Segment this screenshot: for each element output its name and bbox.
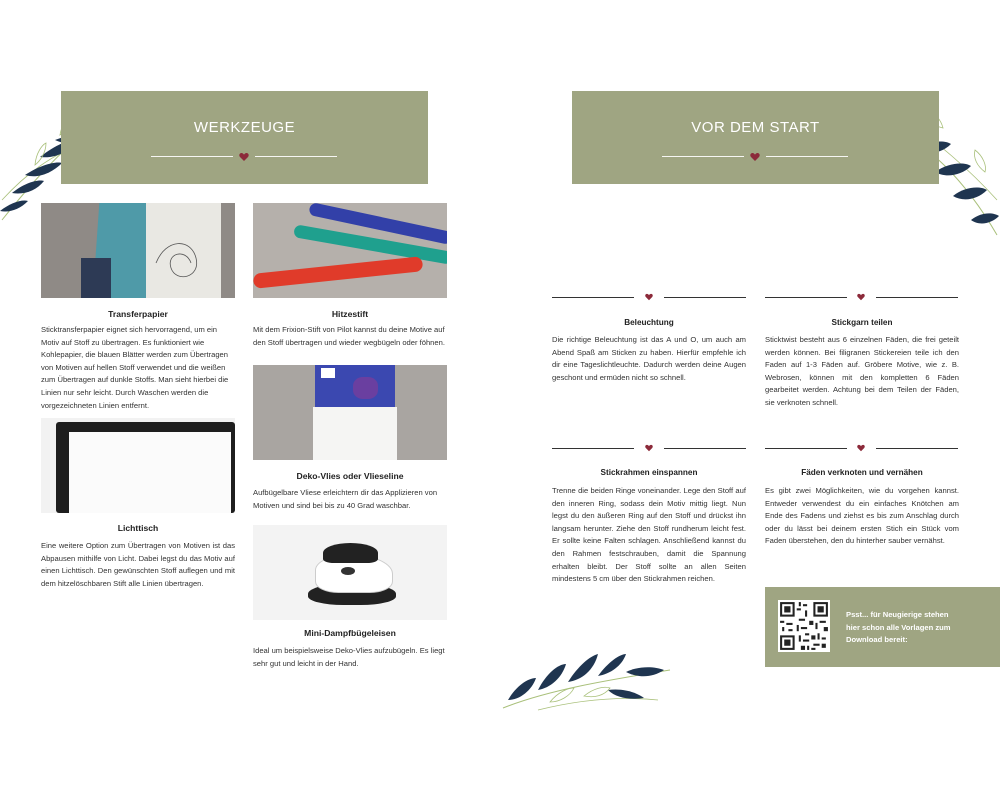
lichttisch-title: Lichttisch xyxy=(117,523,159,533)
left-banner-title: WERKZEUGE xyxy=(193,119,296,136)
right-banner xyxy=(572,91,939,184)
stickgarn-text: Sticktwist besteht aus 6 einzelnen Fäden, die frei geteilt werden können. Bei filigranen Stickereien teile ich den Faden auf 1-3 Fäden auf. Gröbere Motive, wie z. B. Webrosen, können mit den kompletten 6 Fäden gearbeitet werden. Achtung bei dem Teilen der Fäden, sie verknoten schnell. xyxy=(765,335,959,407)
heart-icon xyxy=(645,444,653,452)
section-divider xyxy=(664,297,746,298)
beleuchtung-text: Die richtige Beleuchtung ist das A und O, um auch am Abend Spaß am Sticken zu haben. Hierfür empfehle ich dir eine Tageslichtleuchte. Dadurch werden deine Augen geschont und ermüden nicht so schnell. xyxy=(552,335,746,382)
heart-icon xyxy=(857,444,865,452)
hitzestift-text: Mit dem Frixion-Stift von Pilot kannst du deine Motive auf den Stoff übertragen und wieder wegbügeln oder föhnen. xyxy=(253,325,445,347)
buegeleisen-text: Ideal um beispielsweise Deko-Vlies aufzubügeln. Es liegt sehr gut und leicht in der Hand. xyxy=(253,646,445,668)
hitzestift-photo xyxy=(253,203,447,298)
section-divider xyxy=(765,297,847,298)
section-divider xyxy=(552,297,634,298)
transferpapier-title: Transferpapier xyxy=(108,309,168,319)
section-divider xyxy=(876,297,958,298)
beleuchtung-title: Beleuchtung xyxy=(624,318,674,327)
leaf-branch-bottom-center-icon xyxy=(498,630,673,715)
heart-icon xyxy=(750,152,760,162)
qr-code-icon[interactable] xyxy=(778,600,830,652)
stickrahmen-title: Stickrahmen einspannen xyxy=(600,468,698,477)
section-divider xyxy=(664,448,746,449)
stickrahmen-text: Trenne die beiden Ringe voneinander. Lege den Stoff auf den inneren Ring, sodass dein Motiv mittig liegt. Nun legst du den äußeren Ring auf den Stoff und drückst ihn langsam herunter. Ziehe den Stoff rundherum leicht fest. Er sollte keine Falten schlagen. Anschließend kannst du den Rahmen festschrauben, damit die Spannung erhalten bleibt. Der Stoff sollte an allen Seiten mindestens 5 cm über den Stickrahmen reichen. xyxy=(552,486,746,584)
left-banner xyxy=(61,91,428,184)
buegeleisen-title: Mini-Dampfbügeleisen xyxy=(304,628,396,638)
transferpapier-photo xyxy=(41,203,235,298)
left-banner-divider-right xyxy=(255,156,337,157)
heart-icon xyxy=(645,293,653,301)
section-divider xyxy=(552,448,634,449)
faeden-text: Es gibt zwei Möglichkeiten, wie du vorgehen kannst. Entweder verwendest du ein einfaches Knötchen am Ende des Fadens und ziehst es bis zum Anschlag durch oder du lässt bei deinem ersten Stich ein Stück vom Faden überstehen, den du hinterher sauber vernähst. xyxy=(765,486,959,546)
lichttisch-text: Eine weitere Option zum Übertragen von Motiven ist das Abpausen mithilfe von Licht. Dabei legst du das Motiv auf einen Lichttisch. Den gewünschten Stoff auflegen und mit dem hitzelöschbaren Stift alle Linien übertragen. xyxy=(41,541,235,588)
vlies-photo xyxy=(253,365,447,460)
section-divider xyxy=(765,448,847,449)
right-banner-divider-left xyxy=(662,156,744,157)
buegeleisen-photo xyxy=(253,525,447,620)
vlies-title: Deko-Vlies oder Vlieseline xyxy=(296,471,404,481)
right-banner-divider-right xyxy=(766,156,848,157)
hitzestift-title: Hitzestift xyxy=(331,309,369,319)
heart-icon xyxy=(239,152,249,162)
stickgarn-title: Stickgarn teilen xyxy=(831,318,893,327)
lichttisch-photo xyxy=(41,418,235,513)
left-banner-divider-left xyxy=(151,156,233,157)
faeden-title: Fäden verknoten und vernähen xyxy=(801,468,923,477)
download-note: Psst... für Neugierige stehen hier schon alle Vorlagen zum Download bereit: xyxy=(846,610,951,644)
right-banner-title: VOR DEM START xyxy=(691,119,820,136)
section-divider xyxy=(876,448,958,449)
heart-icon xyxy=(857,293,865,301)
transferpapier-text: Sticktransferpapier eignet sich hervorragend, um ein Motiv auf Stoff zu übertragen. Es funktioniert wie Kohlepapier, die blauen Blätter werden zum Übertragen von Motiven auf hellen Stoff verwendet und die weißen zum Übertragen auf dunkle Stoffs. Man sieht hierbei die Linien nur sehr leicht. Durch Waschen werden die vorgezeichneten Linien entfernt. xyxy=(41,325,229,410)
vlies-text: Aufbügelbare Vliese erleichtern dir das Applizieren von Motiven und sind bei bis zu 40 Grad waschbar. xyxy=(253,488,438,510)
